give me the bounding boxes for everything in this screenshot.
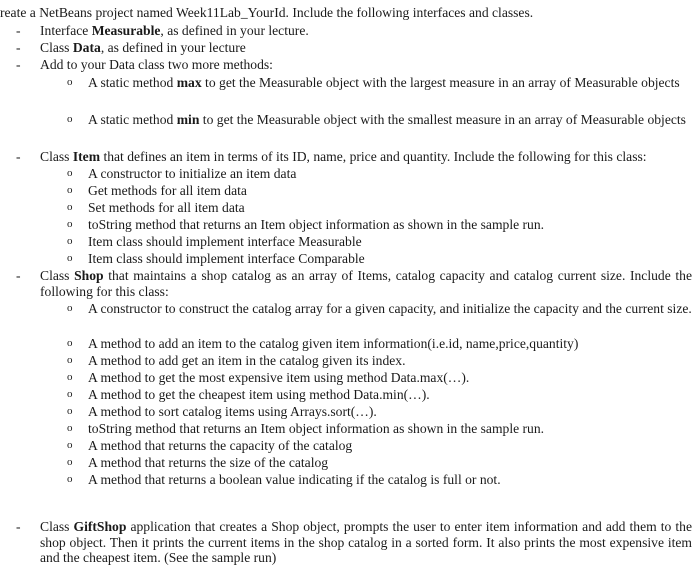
item-subitem: o Item class should implement interface Measurable	[67, 234, 362, 249]
item-subitem: o toString method that returns an Item object information as shown in the sample run.	[67, 217, 545, 232]
circle-bullet: o	[67, 201, 73, 213]
shop-subitem: o A method to add an item to the catalog given item information(i.e.id, name,price,quantity)	[67, 336, 579, 351]
shop-class-item: - Class Shop that maintains a shop catalog as an array of Items, catalog capacity and catalog current size. Include the following for this class:	[16, 268, 692, 299]
circle-bullet: o	[67, 473, 73, 485]
dash-bullet: -	[16, 149, 21, 164]
intro-line: reate a NetBeans project named Week11Lab_YourId. Include the following interfaces and classes.	[0, 5, 534, 20]
dash-bullet: -	[16, 40, 21, 55]
data-add-methods-item: - Add to your Data class two more methods:	[16, 57, 273, 72]
dash-bullet: -	[16, 57, 21, 72]
shop-subitem: o A method that returns the capacity of the catalog	[67, 438, 353, 453]
circle-bullet: o	[67, 439, 73, 451]
circle-bullet: o	[67, 388, 73, 400]
data-min-subitem: o A static method min to get the Measurable object with the smallest measure in an array of Measurable objects	[67, 112, 686, 127]
item-subitem: o Item class should implement interface Comparable	[67, 251, 365, 266]
measurable-interface-item: - Interface Measurable, as defined in your lecture.	[16, 23, 309, 38]
dash-bullet: -	[16, 519, 21, 534]
circle-bullet: o	[67, 456, 73, 468]
circle-bullet: o	[67, 354, 73, 366]
item-class-item: - Class Item that defines an item in terms of its ID, name, price and quantity. Include the following for this class:	[16, 149, 647, 164]
giftshop-class-item: - Class GiftShop application that creates a Shop object, prompts the user to enter item information and add them to the shop object. Then it prints the current items in the shop catalog in a sorted form. It also prints the most expensive item and the cheapest item. (See the sample run)	[16, 519, 692, 566]
circle-bullet: o	[67, 302, 73, 314]
circle-bullet: o	[67, 113, 73, 125]
circle-bullet: o	[67, 218, 73, 230]
dash-bullet: -	[16, 268, 21, 283]
circle-bullet: o	[67, 252, 73, 264]
dash-bullet: -	[16, 23, 21, 38]
shop-subitem: o toString method that returns an Item object information as shown in the sample run.	[67, 421, 545, 436]
shop-subitem: o A method to add get an item in the catalog given its index.	[67, 353, 406, 368]
data-class-item: - Class Data, as defined in your lecture	[16, 40, 246, 55]
data-max-subitem: o A static method max to get the Measurable object with the largest measure in an array of Measurable objects	[67, 75, 680, 90]
circle-bullet: o	[67, 422, 73, 434]
shop-subitem: o A method to get the most expensive item using method Data.max(…).	[67, 370, 470, 385]
item-subitem: o Set methods for all item data	[67, 200, 245, 215]
shop-subitem: o A constructor to construct the catalog array for a given capacity, and initialize the capacity and the current size.	[67, 301, 692, 316]
circle-bullet: o	[67, 184, 73, 196]
circle-bullet: o	[67, 371, 73, 383]
shop-subitem: o A method to get the cheapest item using method Data.min(…).	[67, 387, 430, 402]
item-subitem: o A constructor to initialize an item data	[67, 166, 297, 181]
shop-subitem: o A method that returns a boolean value indicating if the catalog is full or not.	[67, 472, 501, 487]
item-subitem: o Get methods for all item data	[67, 183, 247, 198]
circle-bullet: o	[67, 76, 73, 88]
circle-bullet: o	[67, 167, 73, 179]
circle-bullet: o	[67, 405, 73, 417]
shop-subitem: o A method to sort catalog items using Arrays.sort(…).	[67, 404, 377, 419]
circle-bullet: o	[67, 337, 73, 349]
shop-subitem: o A method that returns the size of the catalog	[67, 455, 329, 470]
circle-bullet: o	[67, 235, 73, 247]
